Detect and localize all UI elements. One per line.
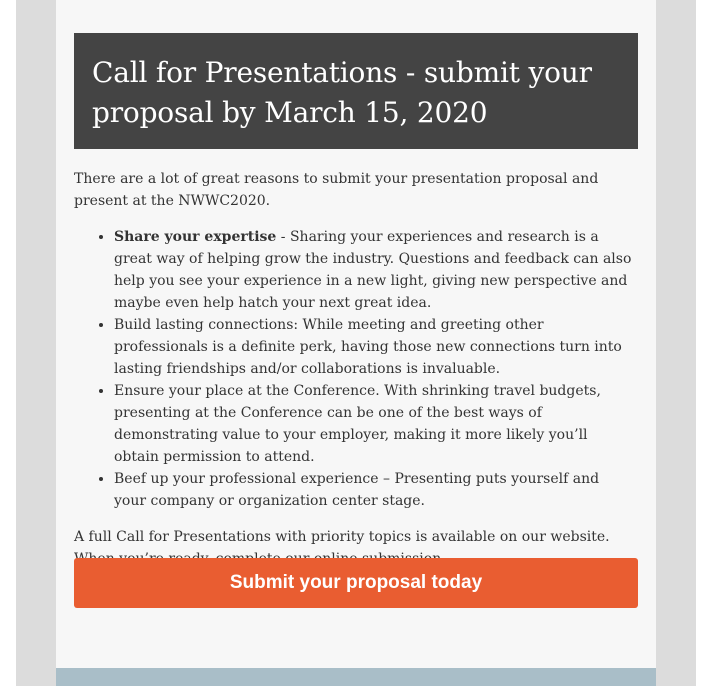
list-item-text: Build lasting connections: While meeting and greeting other professionals is a definite perk, having those new connections turn into lasting friendships and/or collaborations is invaluable. <box>114 317 622 377</box>
list-item-text: Beef up your professional experience – Presenting puts yourself and your company or organization center stage. <box>114 471 600 509</box>
list-item-text: Ensure your place at the Conference. With shrinking travel budgets, presenting at the Conference can be one of the best ways of demonstrating value to your employer, making it more likely you’ll obtain permission to attend. <box>114 383 601 465</box>
reasons-list <box>74 226 638 512</box>
submit-proposal-button-label: Submit your proposal today <box>229 572 483 593</box>
submit-proposal-button[interactable] <box>74 558 638 608</box>
email-body <box>74 168 638 570</box>
page-title: Call for Presentations - submit your proposal by March 15, 2020 <box>92 56 592 129</box>
list-item <box>114 468 638 512</box>
header-banner <box>74 33 638 149</box>
closing-paragraph: A full Call for Presentations with priority topics is available on our website. <box>74 529 610 545</box>
list-item <box>114 226 638 314</box>
list-item-bold: Share your expertise <box>114 229 277 245</box>
list-item <box>114 314 638 380</box>
list-item-text: - Sharing your experiences and research is a great way of helping grow the industry. Questions and feedback can also help you see your experience in a new light, giving new perspective and maybe even help hatch your next great idea. <box>114 229 632 311</box>
intro-paragraph: There are a lot of great reasons to submit your presentation proposal and present at the NWWC2020. <box>74 171 599 209</box>
footer-band <box>56 668 656 686</box>
list-item <box>114 380 638 468</box>
